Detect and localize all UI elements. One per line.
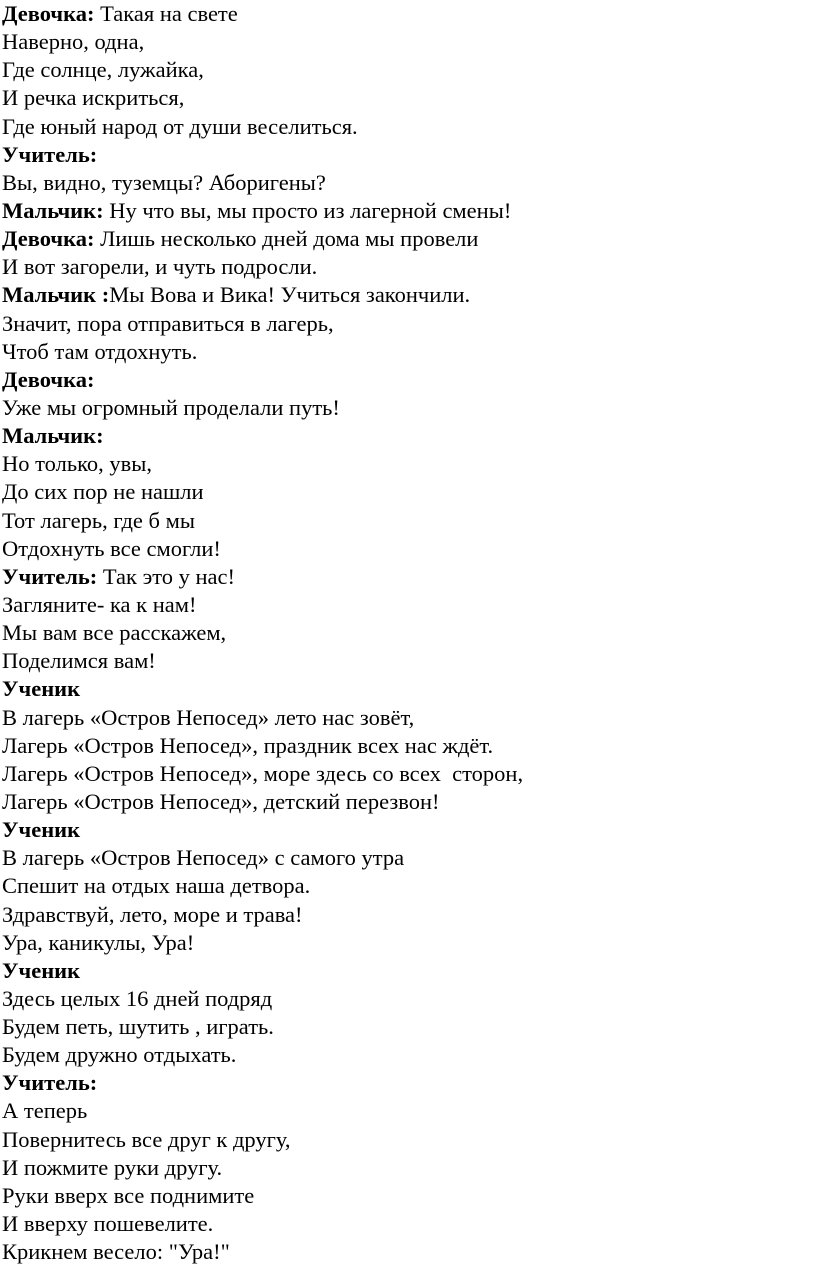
script-line [2, 225, 816, 253]
line-text: Крикнем весело: "Ура!" [2, 1239, 230, 1265]
script-line [2, 704, 816, 732]
speaker-label: Ученик [2, 817, 81, 843]
line-text: Здесь целых 16 дней подряд [2, 985, 273, 1011]
line-text: И речка искриться, [2, 85, 185, 111]
script-line [2, 535, 816, 563]
script-line [2, 450, 816, 478]
line-text: До сих пор не нашли [2, 479, 204, 505]
line-text: И вот загорели, и чуть подросли. [2, 254, 318, 280]
script-line [2, 563, 816, 591]
line-text: Мы Вова и Вика! Учиться закончили. [109, 282, 471, 308]
script-line [2, 478, 816, 506]
line-text: А теперь [2, 1098, 88, 1124]
line-text: Лагерь «Остров Непосед», море здесь со всех сторон, [2, 760, 524, 786]
script-line [2, 507, 816, 535]
script-line [2, 788, 816, 816]
speaker-label: Ученик [2, 676, 81, 702]
line-text: И пожмите руки другу. [2, 1154, 223, 1180]
script-line [2, 760, 816, 788]
line-text: Ну что вы, мы просто из лагерной смены! [103, 197, 512, 223]
script-line [2, 816, 816, 844]
line-text: Спешит на отдых наша детвора. [2, 873, 311, 899]
line-text: Загляните- ка к нам! [2, 591, 197, 617]
line-text: Руки вверх все поднимите [2, 1182, 255, 1208]
line-text: Где солнце, лужайка, [2, 57, 204, 83]
line-text: Значит, пора отправиться в лагерь, [2, 310, 334, 336]
speaker-label: Девочка: [2, 1, 95, 26]
line-text: Лишь несколько дней дома мы провели [94, 226, 479, 252]
script-line [2, 197, 816, 225]
script-line [2, 113, 816, 141]
script-line [2, 141, 816, 169]
script-line [2, 957, 816, 985]
script-line [2, 1154, 816, 1182]
line-text: Мы вам все расскажем, [2, 620, 227, 646]
speaker-label: Мальчик: [2, 423, 104, 449]
line-text: Лагерь «Остров Непосед», детский перезвон! [2, 788, 440, 814]
line-text: Повернитесь все друг к другу, [2, 1126, 291, 1152]
speaker-label: Учитель: [2, 1070, 98, 1096]
script-line [2, 1069, 816, 1097]
script-line [2, 366, 816, 394]
script-line [2, 56, 816, 84]
script-line [2, 394, 816, 422]
line-text: Так это у нас! [97, 563, 236, 589]
line-text: Будем дружно отдыхать. [2, 1042, 237, 1068]
script-line [2, 28, 816, 56]
line-text: Но только, увы, [2, 451, 153, 477]
script-line [2, 1097, 816, 1125]
script-line [2, 169, 816, 197]
line-text: В лагерь «Остров Непосед» лето нас зовёт, [2, 704, 415, 730]
script-line [2, 310, 816, 338]
speaker-label: Мальчик : [2, 282, 110, 308]
line-text: Отдохнуть все смогли! [2, 535, 221, 561]
speaker-label: Мальчик: [2, 197, 104, 223]
line-text: Наверно, одна, [2, 29, 145, 55]
script-line [2, 281, 816, 309]
speaker-label: Ученик [2, 957, 81, 983]
script-line [2, 338, 816, 366]
line-text: В лагерь «Остров Непосед» с самого утра [2, 845, 405, 871]
line-text: Чтоб там отдохнуть. [2, 338, 198, 364]
script-line [2, 1182, 816, 1210]
script-line [2, 591, 816, 619]
script-line [2, 84, 816, 112]
line-text: Тот лагерь, где б мы [2, 507, 195, 533]
script-line [2, 732, 816, 760]
speaker-label: Девочка: [2, 226, 95, 252]
script-line [2, 844, 816, 872]
script-line [2, 1013, 816, 1041]
line-text: Ура, каникулы, Ура! [2, 929, 195, 955]
line-text: И вверху пошевелите. [2, 1211, 214, 1237]
speaker-label: Учитель: [2, 141, 98, 167]
script-line [2, 619, 816, 647]
line-text: Поделимся вам! [2, 648, 156, 674]
line-text: Будем петь, шутить , играть. [2, 1014, 274, 1040]
script-line [2, 929, 816, 957]
script-line [2, 1210, 816, 1238]
script-line [2, 0, 816, 28]
script-line [2, 985, 816, 1013]
line-text: Такая на свете [94, 1, 238, 26]
script-line [2, 422, 816, 450]
line-text: Лагерь «Остров Непосед», праздник всех нас ждёт. [2, 732, 494, 758]
script-line [2, 675, 816, 703]
script-line [2, 253, 816, 281]
line-text: Уже мы огромный проделали путь! [2, 394, 340, 420]
script-line [2, 872, 816, 900]
line-text: Где юный народ от души веселиться. [2, 113, 358, 139]
line-text: Вы, видно, туземцы? Аборигены? [2, 169, 326, 195]
script-line [2, 1126, 816, 1154]
line-text: Здравствуй, лето, море и трава! [2, 901, 303, 927]
speaker-label: Учитель: [2, 563, 98, 589]
speaker-label: Девочка: [2, 366, 95, 392]
script-line [2, 1238, 816, 1266]
script-line [2, 901, 816, 929]
script-line [2, 647, 816, 675]
script-line [2, 1041, 816, 1069]
